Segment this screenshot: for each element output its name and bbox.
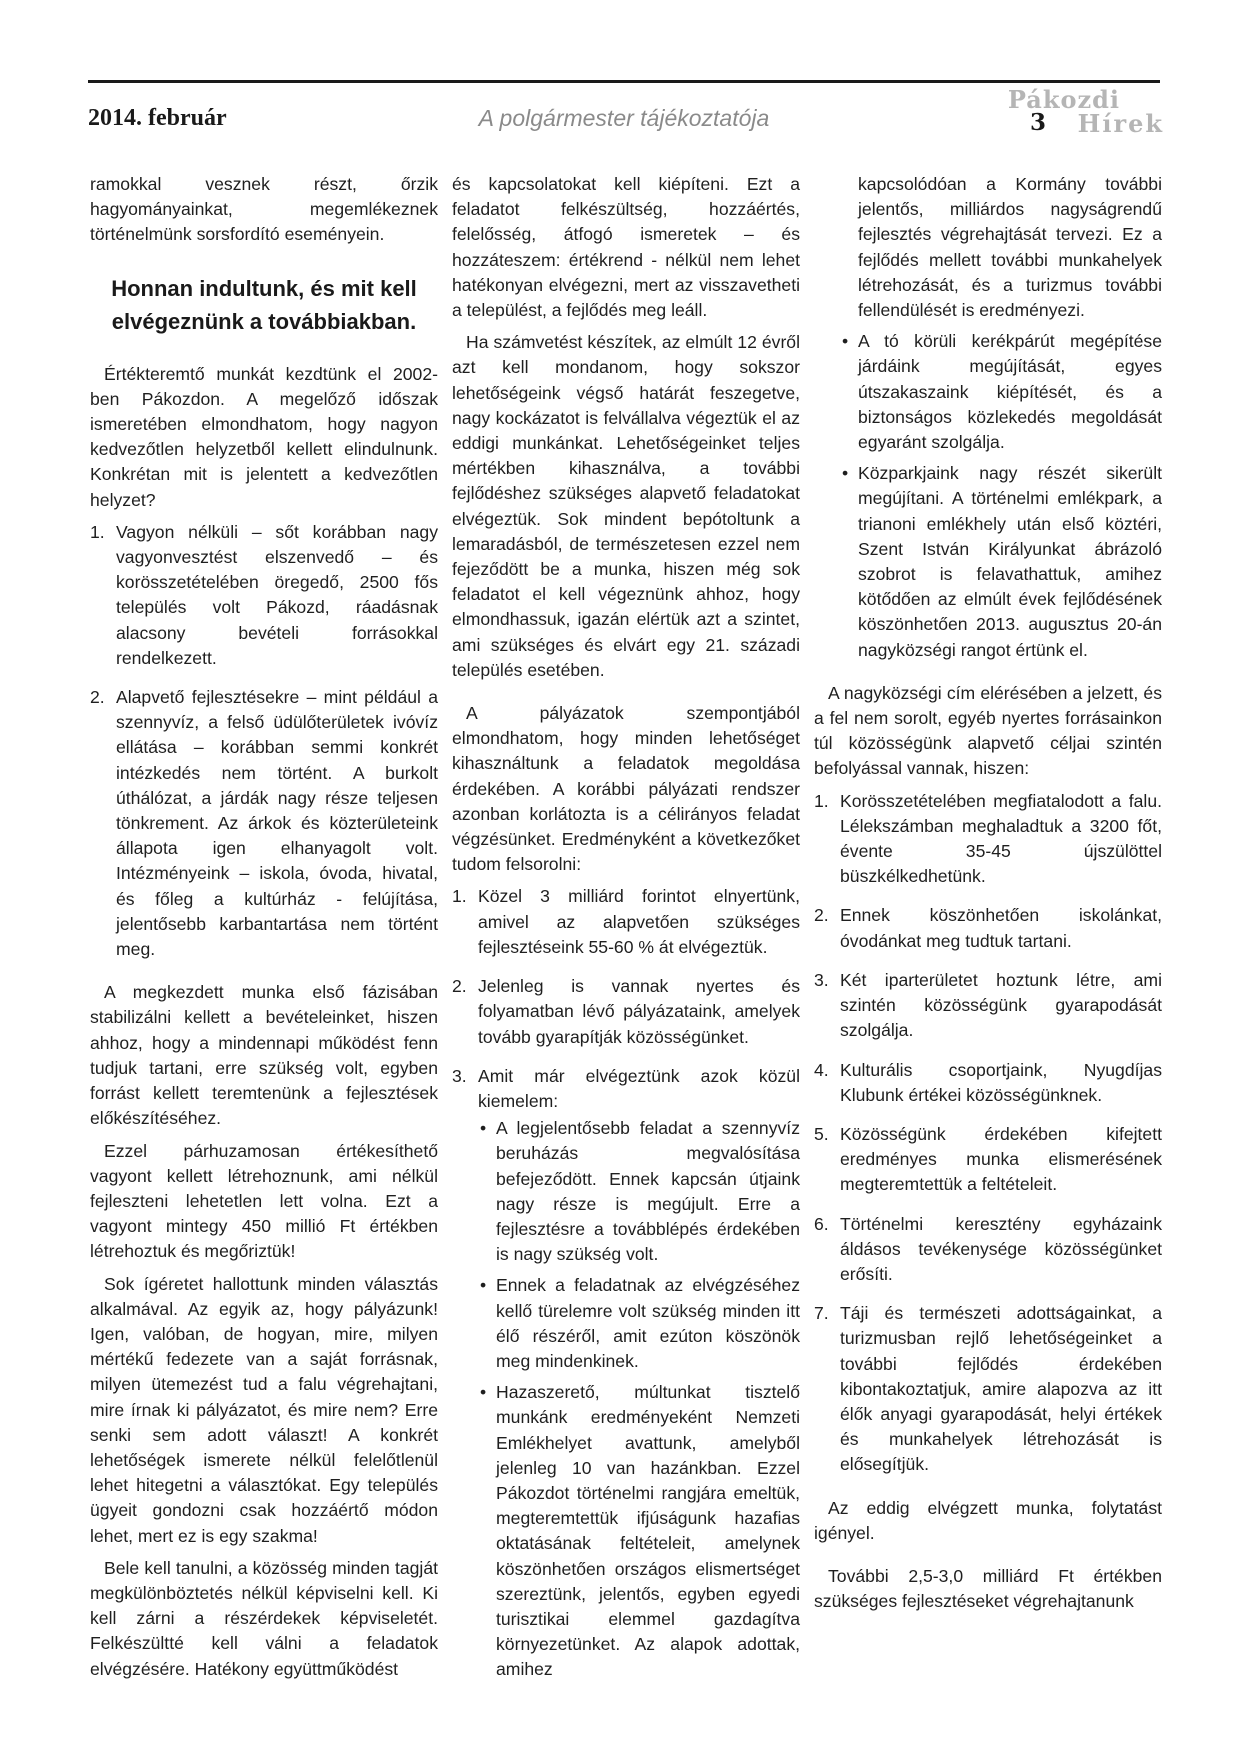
numbered-list	[452, 884, 800, 1682]
list-number: 2.	[452, 976, 467, 997]
list-item-text: Táji és természeti adottságainkat, a turizmusban rejlő lehetőségeinket a további fejlődés érdekében kibontakoztatjuk, amire alapozva az itt élők anyagi gyarapodását, helyi értékek és munkahelyek létrehozását is elősegítjük.	[840, 1303, 1162, 1475]
bullet-item: • Közparkjaink nagy részét sikerült megújítani. A történelmi emlékpark, a trianoni emlékhely után első köztéri, Szent István Királyunkat ábrázoló szobrot is felavathattuk, amihez kötődően az elmúlt évek fejlődésének köszönhetően 2013. augusztus 20-án nagyközségi rangot értünk el.	[840, 461, 1162, 663]
bullet-list	[478, 1116, 800, 1682]
list-item-text: Korösszetételében megfiatalodott a falu. Lélekszámban meghaladtuk a 3200 főt, évente 35-45 újszülöttel büszkélkedhetünk.	[840, 790, 1162, 887]
issue-date: 2014. február	[88, 105, 227, 131]
list-number: 2.	[90, 687, 105, 708]
list-item	[814, 903, 1162, 953]
list-item	[814, 1212, 1162, 1288]
numbered-list	[814, 789, 1162, 1478]
paragraph: További 2,5-3,0 milliárd Ft értékben szükséges fejlesztéseket végrehajtanunk	[814, 1565, 1162, 1612]
list-item-text: Kulturális csoportjaink, Nyugdíjas Klubunk értékei közösségünknek.	[840, 1059, 1162, 1105]
list-item-text: Amit már elvégeztünk azok közül kiemelem:	[478, 1065, 800, 1111]
bullet-item-continued: kapcsolódóan a Kormány további jelentős, milliárdos nagyságrendű fejlesztés végrehajtását tervezi. Ez a fejlődés mellett további munkahelyek létrehozását, és a turizmus további fellendülését is eredményezi.	[858, 174, 1162, 321]
paragraph: Értékteremtő munkát kezdtünk el 2002-ben Pákozdon. A megelőző időszak ismeretében elmondhatom, hogy nagyon kedvezőtlen helyzetből kellett elindulnunk. Konkrétan mit is jelentett a kedvezőtlen helyzet?	[90, 363, 438, 510]
paragraph: Sok ígéretet hallottunk minden választás alkalmával. Az egyik az, hogy pályázunk! Igen, valóban, de hogyan, mire, milyen mértékű fedezete van a saját forrásnak, milyen ütemezést tud a falu végrehajtani, mire írnak ki pályázatot, és mire nem? Erre senki sem adott választ! A konkrét lehetőségek ismerete nélkül felelőtlenül lehet hitegetni a választókat. Egy település ügyeit gondozni csak hozzáértő módon lehet, mert ez is egy szakma!	[90, 1273, 438, 1546]
list-item	[814, 968, 1162, 1044]
list-number: 6.	[814, 1213, 829, 1234]
column-1	[90, 172, 438, 1689]
paragraph: A nagyközségi cím elérésében a jelzett, és a fel nem sorolt, egyéb nyertes forrásainkon túl közösségünk alapvető céljai szintén befolyással vannak, hiszen:	[814, 682, 1162, 779]
paragraph: ramokkal vesznek részt, őrzik hagyományainkat, megemlékeznek történelmünk sorsfordító eseményein.	[90, 174, 438, 245]
paragraph: Bele kell tanulni, a közösség minden tagját megkülönböztetés nélkül képviselni kell. Ki kell zárni a részérdekek képviseletét. Felkészültté kell válni a feladatok elvégzésére. Hatékony együttműködést	[90, 1557, 438, 1679]
masthead-line-2: Hírek	[1077, 109, 1164, 138]
list-number: 7.	[814, 1303, 829, 1324]
section-title: A polgármester tájékoztatója	[478, 105, 770, 131]
bullet-item: • A tó körüli kerékpárút megépítése járdáink megújítását, egyes útszakaszaink kiépítését, és a biztonságos közlekedés megoldását egyaránt szolgálja.	[840, 329, 1162, 455]
list-item	[452, 974, 800, 1050]
list-number: 2.	[814, 905, 829, 926]
paragraph: Ha számvetést készítek, az elmúlt 12 évről azt kell mondanom, hogy sokszor lehetőségeink végső határát feszegetve, nagy kockázatot is felvállalva végeztük el az eddigi munkánkat. Lehetőségeinket teljes mértékben kihasználva, a további fejlődéshez szükséges alapvető feladatokat elvégeztük. Sok mindent bepótoltunk a lemaradásból, de természetesen ezzel nem fejeződött be a munka, hiszen még sok feladatot el kell végeznünk ahhoz, hogy elmondhassuk, igazán elértük azt a szintet, ami szükséges és elvárt egy 21. századi település esetében.	[452, 332, 800, 680]
list-item	[814, 789, 1162, 890]
bullet-item: • Hazaszerető, múltunkat tisztelő munkánk eredményeként Nemzeti Emlékhelyet avattunk, amelyből jelenleg 10 van hazánkban. Ezzel Pákozdot történelmi rangjára emeltük, megteremtettük ifjúságunk hazafias oktatásának feltételeit, amelynek köszönhetően országos elismertséget szereztünk, jelentős, egyben egyedi turisztikai elemmel gazdagítva környezetünket. Az alapok adottak, amihez	[478, 1380, 800, 1682]
list-item-text: Történelmi keresztény egyházaink áldásos tevékenysége közösségünket erősíti.	[840, 1213, 1162, 1284]
list-number: 1.	[814, 790, 829, 811]
list-number: 1.	[452, 886, 467, 907]
list-number: 4.	[814, 1059, 829, 1080]
list-item	[90, 520, 438, 671]
bullet-item: • Ennek a feladatnak az elvégzéséhez kellő türelemre volt szükség minden itt élő részéről, amit ezúton köszönök meg mindenkinek.	[478, 1273, 800, 1374]
list-item-text: Vagyon nélküli – sőt korábban nagy vagyonvesztést elszenvedő – és korösszetételében öregedő, 2500 fős település volt Pákozd, ráadásnak alacsony bevételi forrásokkal rendelkezett.	[116, 521, 438, 668]
column-3	[814, 172, 1162, 1621]
list-item-text: Alapvető fejlesztésekre – mint például a szennyvíz, a felső üdülőterületek ivóvíz ellátása – korábban semmi konkrét intézkedés nem történt. A burkolt úthálózat, a járdák nagy része teljesen tönkrement. Az árkok és közterületeink állapota igen elhanyagolt volt. Intézményeink – iskola, óvoda, hivatal, és főleg a kultúrház - felújítása, jelentősebb karbantartása nem történt meg.	[116, 687, 438, 960]
masthead-logo	[994, 85, 1164, 138]
paragraph: és kapcsolatokat kell kiépíteni. Ezt a feladatot felkészültség, hozzáértés, felelősség, átfogó ismeretek – és hozzáteszem: értékrend - nélkül nem lehet hatékonyan elvégezni, mert az visszavetheti a települést, a fejlődés meg leáll.	[452, 174, 800, 321]
masthead-line-1: Pákozdi	[1007, 85, 1120, 114]
list-number: 1.	[90, 521, 105, 542]
list-number: 5.	[814, 1123, 829, 1144]
column-2	[452, 172, 800, 1697]
list-item	[90, 685, 438, 962]
page-header	[88, 80, 1164, 138]
paragraph: A pályázatok szempontjából elmondhatom, hogy minden lehetőséget kihasználtunk a feladatok megoldása érdekében. A korábbi pályázati rendszer azonban korlátozta is a célirányos feladat végzésünket. Eredményként a következőket tudom felsorolni:	[452, 703, 800, 875]
list-item	[814, 1301, 1162, 1477]
list-item-text: Közel 3 milliárd forintot elnyertünk, amivel az alapvetően szükséges fejlesztéseink 55-60 % át elvégeztük.	[478, 886, 800, 957]
numbered-list	[90, 520, 438, 962]
paragraph: Ezzel párhuzamosan értékesíthető vagyont kellett létrehoznunk, ami nélkül fejleszteni lehetetlen lett volna. Ezt a vagyont mintegy 450 millió Ft értékben létrehoztuk és megőriztük!	[90, 1140, 438, 1262]
list-number: 3.	[452, 1065, 467, 1086]
list-item	[452, 1064, 800, 1683]
list-item-text: Két iparterületet hoztunk létre, ami szintén közösségünk gyarapodását szolgálja.	[840, 969, 1162, 1041]
bullet-item: • A legjelentősebb feladat a szennyvíz beruházás megvalósítása befejeződött. Ennek kapcsán útjaink nagy része is megújult. Erre a fejlesztésre a továbblépés érdekében is nagy szükség volt.	[478, 1116, 800, 1267]
list-item-text: Ennek köszönhetően iskolánkat, óvodánkat meg tudtuk tartani.	[840, 905, 1162, 951]
paragraph: Az eddig elvégzett munka, folytatást igényel.	[814, 1497, 1162, 1543]
list-number: 3.	[814, 969, 829, 990]
list-item-text: Közösségünk érdekében kifejtett eredményes munka elismerésének megteremtettük a feltételeit.	[840, 1123, 1162, 1195]
bullet-list	[814, 172, 1162, 663]
list-item	[452, 884, 800, 960]
page-number: 3	[1030, 109, 1047, 136]
paragraph: A megkezdett munka első fázisában stabilizálni kellett a bevételeinket, hiszen ahhoz, hogy a mindennapi működést fenn tudjuk tartani, erre szükség volt, egyben forrást kellett teremtenünk a fejlesztések előkészítéséhez.	[90, 982, 438, 1129]
section-heading: Honnan indultunk, és mit kell elvégeznünk a továbbiakban.	[111, 275, 417, 334]
list-item	[814, 1058, 1162, 1108]
list-item	[814, 1122, 1162, 1198]
list-item-text: Jelenleg is vannak nyertes és folyamatban lévő pályázataink, amelyek tovább gyarapítják közösségünket.	[478, 976, 800, 1047]
